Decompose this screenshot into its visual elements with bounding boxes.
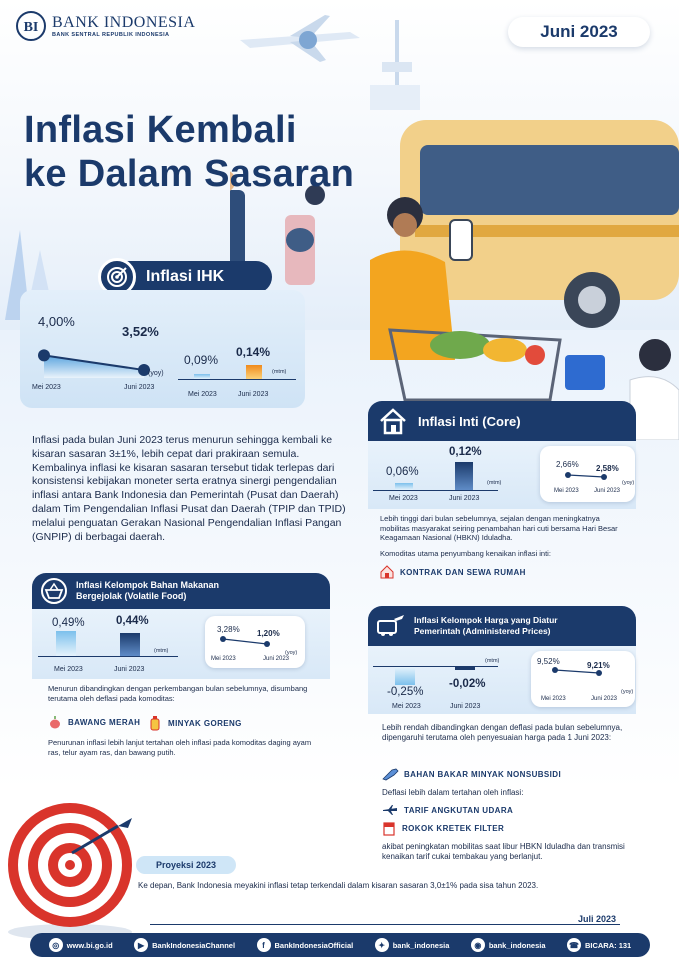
airplane-small-icon <box>382 804 398 816</box>
core-commodity-intro: Komoditas utama penyumbang kenaikan inflasi inti: <box>380 549 551 558</box>
core-mtm-chart <box>373 444 503 506</box>
footer-twitter-text: bank_indonesia <box>392 940 450 950</box>
core-mtm-bars <box>373 462 493 490</box>
ihk-yoy-juni-value: 3,52% <box>122 324 159 339</box>
ihk-label: Inflasi IHK <box>146 268 225 285</box>
projection-badge <box>136 856 236 874</box>
admin-label-line1: Inflasi Kelompok Harga yang Diatur <box>414 615 558 625</box>
airplane-icon <box>240 15 360 62</box>
volatile-yoy-box <box>205 616 305 668</box>
footer-instagram-text: bank_indonesia <box>488 940 546 950</box>
volatile-yoy-mei-label: Mei 2023 <box>211 656 236 662</box>
core-commodity-item <box>380 565 526 579</box>
ihk-mtm-juni-label: Juni 2023 <box>238 391 269 398</box>
admin-mtm-juni-value: -0,02% <box>449 678 486 690</box>
admin-yoy-unit: (yoy) <box>621 689 634 695</box>
cigarette-pack-icon <box>382 820 396 836</box>
core-header <box>368 401 636 441</box>
admin-mtm-unit: (mtm) <box>485 658 500 664</box>
instagram-icon: ◉ <box>471 938 485 952</box>
core-mtm-bar-juni <box>455 462 473 490</box>
volatile-label-line2: Bergejolak (Volatile Food) <box>76 591 187 601</box>
page-title <box>24 108 354 196</box>
brand-subtitle: BANK SENTRAL REPUBLIK INDONESIA <box>52 32 170 38</box>
volatile-yoy-mei-value: 3,28% <box>217 625 240 634</box>
rent-house-icon <box>380 565 394 579</box>
admin-mtm-bar-mei <box>395 667 415 685</box>
footer-web-text: www.bi.go.id <box>66 940 113 950</box>
core-mtm-mei-label: Mei 2023 <box>389 495 418 502</box>
volatile-description-2: Penurunan inflasi lebih lanjut tertahan oleh inflasi pada komoditas daging ayam ras, telur ayam ras, dan bawang putih. <box>48 738 312 757</box>
volatile-mtm-mei-value: 0,49% <box>52 617 85 629</box>
ihk-yoy-mei-value: 4,00% <box>38 314 75 329</box>
ihk-mtm-juni-value: 0,14% <box>236 345 271 359</box>
volatile-yoy-juni-label: Juni 2023 <box>263 656 290 662</box>
ihk-header <box>104 261 272 293</box>
core-mtm-juni-value: 0,12% <box>449 446 482 458</box>
volatile-yoy-juni-value: 1,20% <box>257 629 280 638</box>
bus-plane-icon <box>376 613 406 639</box>
core-mtm-mei-value: 0,06% <box>386 466 419 478</box>
core-yoy-juni-value: 2,58% <box>596 464 619 473</box>
volatile-mtm-juni-value: 0,44% <box>116 615 149 627</box>
cooking-oil-icon <box>148 715 162 731</box>
core-mtm-juni-label: Juni 2023 <box>449 495 480 502</box>
core-yoy-mei-label: Mei 2023 <box>554 488 579 494</box>
admin-mtm-mei-label-yoy: Mei 2023 <box>541 696 566 702</box>
twitter-icon: ✦ <box>375 938 389 952</box>
footer-bar <box>30 933 650 957</box>
fuel-nozzle-icon <box>382 767 400 781</box>
volatile-item-2 <box>148 715 242 731</box>
date-badge <box>508 17 650 47</box>
core-commodity-text: KONTRAK DAN SEWA RUMAH <box>400 567 526 577</box>
volatile-mtm-bars <box>38 630 168 656</box>
admin-yoy-mei-value: 9,52% <box>537 657 560 666</box>
ihk-mtm-bar-juni <box>246 365 262 379</box>
volatile-mtm-bar-juni <box>120 633 140 656</box>
footer-youtube-link[interactable] <box>134 938 235 952</box>
admin-item-2-text: TARIF ANGKUTAN UDARA <box>404 805 514 815</box>
globe-icon: ◎ <box>49 938 63 952</box>
admin-description-3: akibat peningkatan mobilitas saat libur HBKN Iduladha dan transmisi kenaikan tarif cukai tembakau yang berlanjut. <box>382 842 625 862</box>
footer-youtube-text: BankIndonesiaChannel <box>152 940 236 950</box>
ihk-mtm-chart <box>178 343 296 403</box>
footer-divider <box>150 924 620 925</box>
admin-description: Lebih rendah dibandingkan dengan deflasi pada bulan sebelumnya, dipengaruhi terutama oleh penyesuaian harga pada 1 Juni 2023: <box>382 723 623 743</box>
footer-date: Juli 2023 <box>578 914 617 924</box>
admin-yoy-juni-value: 9,21% <box>587 661 610 670</box>
admin-mtm-mei-label: Mei 2023 <box>392 703 421 710</box>
core-mtm-axis <box>373 490 498 491</box>
volatile-mtm-bar-mei <box>56 631 76 656</box>
admin-header <box>368 606 636 646</box>
volatile-description: Menurun dibandingkan dengan perkembangan bulan sebelumnya, disumbang terutama oleh deflasi pada komoditas: <box>48 684 308 703</box>
projection-label: Proyeksi 2023 <box>155 860 217 870</box>
core-mtm-bar-mei <box>395 483 413 490</box>
footer-twitter-link[interactable] <box>375 938 450 952</box>
title-line-2: ke Dalam Sasaran <box>24 153 355 195</box>
ihk-yoy-chart <box>30 300 175 395</box>
volatile-mtm-mei-label: Mei 2023 <box>54 666 83 673</box>
volatile-yoy-unit: (yoy) <box>285 650 298 656</box>
admin-description-2: Deflasi lebih dalam tertahan oleh inflasi: <box>382 788 524 797</box>
footer-bicara-link[interactable] <box>567 938 631 952</box>
admin-mtm-juni-label-yoy: Juni 2023 <box>591 696 618 702</box>
core-mtm-unit: (mtm) <box>487 480 502 486</box>
footer-facebook-text: BankIndonesiaOfficial <box>274 940 354 950</box>
title-line-1: Inflasi Kembali <box>24 109 297 151</box>
core-description: Lebih tinggi dari bulan sebelumnya, sejalan dengan meningkatnya mobilitas masyarakat seiring penambahan hari cuti bersama Hari Besar Keagamaan Nasional (HBKN) Iduladha. <box>380 514 618 543</box>
bi-emblem-icon <box>16 10 46 42</box>
volatile-header <box>32 573 330 609</box>
admin-label-line2: Pemerintah (Administered Prices) <box>414 626 551 636</box>
core-label: Inflasi Inti (Core) <box>418 413 521 429</box>
footer-facebook-link[interactable] <box>257 938 354 952</box>
brand-name: BANK INDONESIA <box>52 14 196 31</box>
youtube-icon: ▶ <box>134 938 148 952</box>
admin-item-3-text: ROKOK KRETEK FILTER <box>402 823 505 833</box>
ihk-mtm-axis <box>178 379 296 380</box>
volatile-mtm-unit: (mtm) <box>154 648 169 654</box>
svg-text:BI: BI <box>23 20 39 35</box>
core-yoy-unit: (yoy) <box>622 480 635 486</box>
volatile-item-1-text: BAWANG MERAH <box>68 717 141 727</box>
admin-mtm-mei-value: -0,25% <box>387 686 424 698</box>
ihk-yoy-unit: (yoy) <box>148 370 164 377</box>
admin-item-1 <box>382 767 561 781</box>
volatile-item-1 <box>48 715 140 729</box>
volatile-mtm-juni-label: Juni 2023 <box>114 666 145 673</box>
dartboard-illustration <box>0 790 150 940</box>
ihk-mtm-mei-value: 0,09% <box>184 353 219 367</box>
intro-paragraph: Inflasi pada bulan Juni 2023 terus menurun sehingga kembali ke kisaran sasaran 3±1%, lebih cepat dari prakiraan semula. Kembalinya inflasi ke kisaran sasaran tersebut tidak terlepas dari konsistensi kebijakan moneter serta eratnya sinergi pengendalian inflasi antara Bank Indonesia dan Pemerintah (Pusat dan Daerah) dalam Tim Pengendalian Inflasi Pusat dan Daerah (TPIP dan TPID) melalui penguatan Gerakan Nasional Pengendalian Inflasi Pangan (GNPIP) di berbagai daerah. <box>32 434 346 543</box>
food-basket-icon <box>40 577 68 605</box>
admin-item-1-text: BAHAN BAKAR MINYAK NONSUBSIDI <box>404 769 562 779</box>
volatile-mtm-axis <box>38 656 178 657</box>
bank-logo[interactable] <box>16 10 195 42</box>
shallot-icon <box>48 715 62 729</box>
footer-instagram-link[interactable] <box>471 938 546 952</box>
core-yoy-box <box>540 446 635 502</box>
admin-item-3 <box>382 820 504 836</box>
footer-web-link[interactable] <box>49 938 113 952</box>
facebook-icon: f <box>257 938 271 952</box>
date-badge-text: Juni 2023 <box>540 22 618 41</box>
admin-item-2 <box>382 804 513 816</box>
core-yoy-mei-value: 2,66% <box>556 460 579 469</box>
house-icon <box>378 407 408 435</box>
ihk-mtm-mei-label: Mei 2023 <box>188 391 217 398</box>
admin-mtm-bar-juni <box>455 667 475 670</box>
ihk-yoy-juni-label: Juni 2023 <box>124 384 155 391</box>
volatile-mtm-chart <box>38 614 188 676</box>
volatile-label-line1: Inflasi Kelompok Bahan Makanan <box>76 580 220 590</box>
ihk-yoy-mei-label: Mei 2023 <box>32 384 61 391</box>
ihk-mtm-unit: (mtm) <box>272 369 287 375</box>
projection-text: Ke depan, Bank Indonesia meyakini inflasi tetap terkendali dalam kisaran sasaran 3,0±1% pada sisa tahun 2023. <box>138 881 539 890</box>
volatile-item-2-text: MINYAK GORENG <box>168 718 242 728</box>
phone-icon: ☎ <box>567 938 581 952</box>
footer-bicara-text: BICARA: 131 <box>584 940 632 950</box>
core-yoy-juni-label: Juni 2023 <box>594 488 621 494</box>
admin-yoy-box <box>531 651 635 707</box>
admin-mtm-juni-label: Juni 2023 <box>450 703 481 710</box>
